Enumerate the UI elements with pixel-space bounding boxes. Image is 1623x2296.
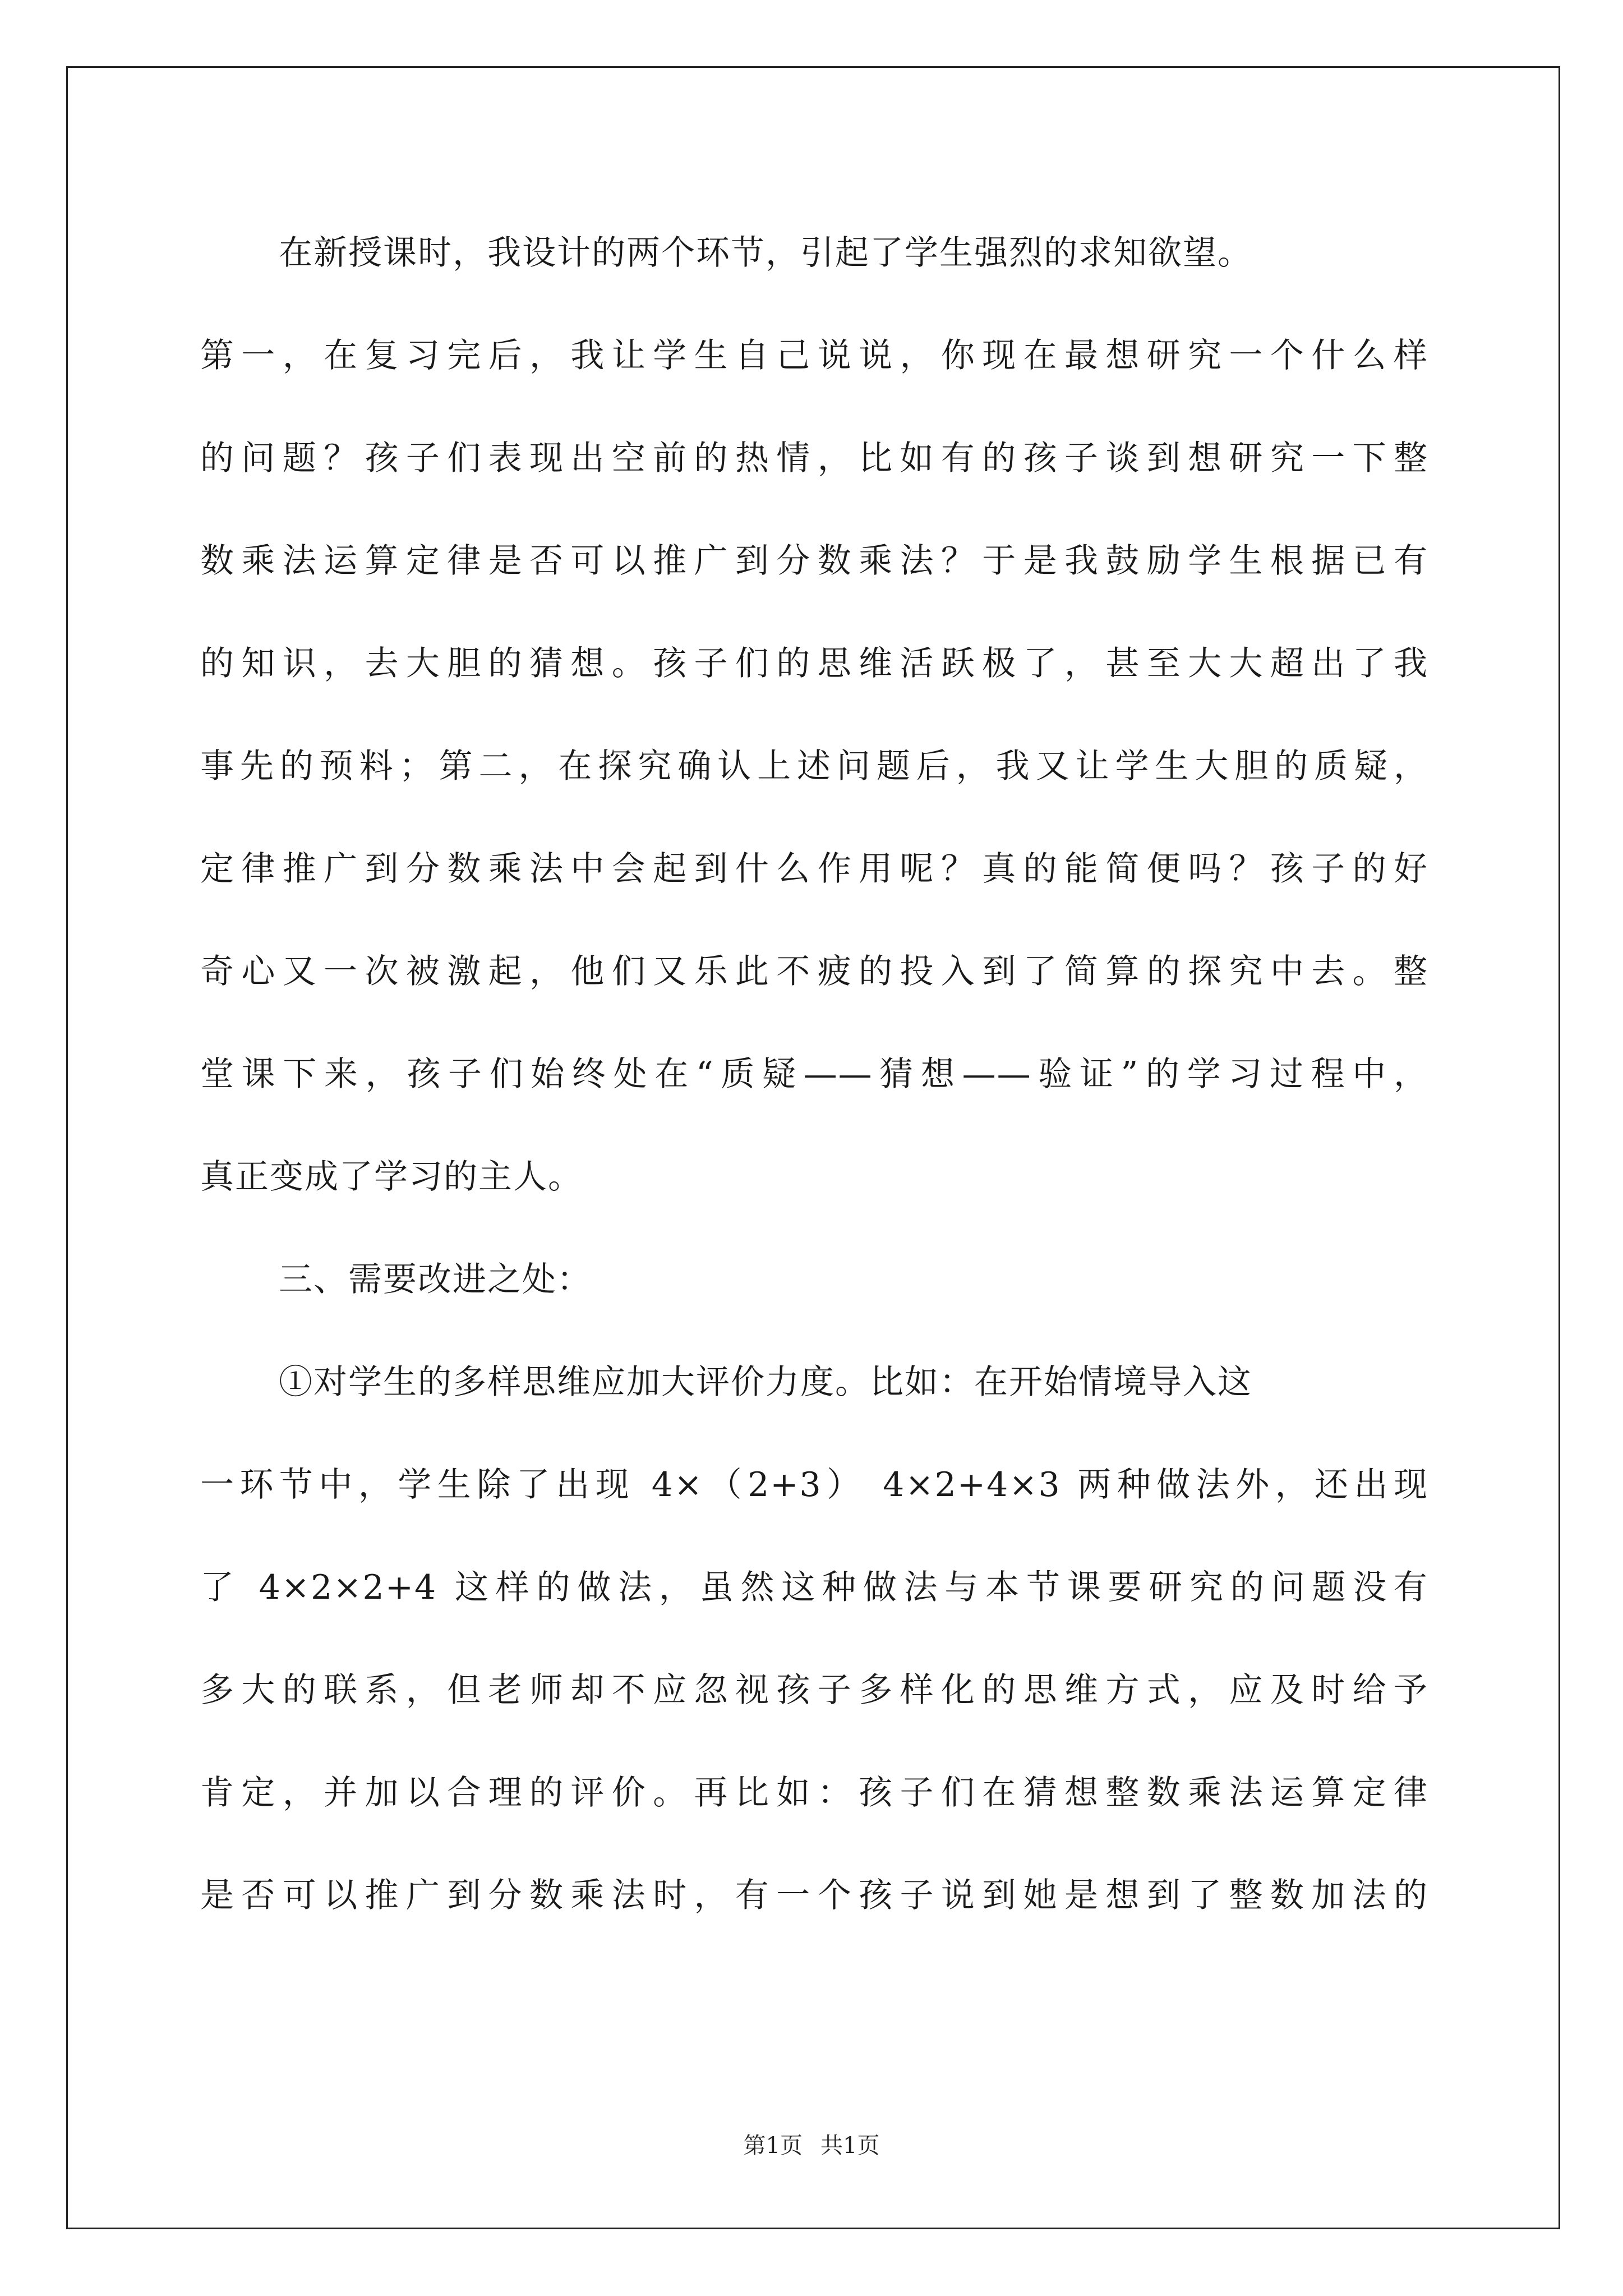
- page-footer: [0, 2132, 1623, 2160]
- page-number: 第1页: [743, 2133, 803, 2159]
- paragraph-line: 在新授课时，我设计的两个环节，引起了学生强烈的求知欲望。: [279, 233, 1252, 273]
- paragraph-line: 真正变成了学习的主人。: [200, 1157, 583, 1197]
- paragraph-line: ①对学生的多样思维应加大评价力度。比如：在开始情境导入这: [279, 1363, 1252, 1402]
- paragraph-line: 第一，在复习完后，我让学生自己说说，你现在最想研究一个什么样: [200, 336, 1428, 375]
- page-total: 共1页: [820, 2133, 880, 2159]
- paragraph-line: 定律推广到分数乘法中会起到什么作用呢？真的能简便吗？孩子的好: [200, 849, 1428, 889]
- paragraph-line: 一环节中，学生除了出现 4×（2+3） 4×2+4×3 两种做法外，还出现: [200, 1465, 1428, 1504]
- paragraph-line: 多大的联系，但老师却不应忽视孩子多样化的思维方式，应及时给予: [200, 1671, 1428, 1710]
- section-heading: 三、需要改进之处：: [279, 1260, 592, 1299]
- paragraph-line: 事先的预料；第二，在探究确认上述问题后，我又让学生大胆的质疑，: [200, 747, 1428, 786]
- paragraph-line: 的知识，去大胆的猜想。孩子们的思维活跃极了，甚至大大超出了我: [200, 644, 1428, 683]
- document-body: [200, 202, 1428, 1947]
- paragraph-line: 奇心又一次被激起，他们又乐此不疲的投入到了简算的探究中去。整: [200, 952, 1428, 991]
- paragraph-line: 堂课下来，孩子们始终处在“质疑——猜想——验证”的学习过程中，: [200, 1055, 1428, 1094]
- paragraph-line: 的问题？孩子们表现出空前的热情，比如有的孩子谈到想研究一下整: [200, 439, 1428, 478]
- paragraph-line: 肯定，并加以合理的评价。再比如：孩子们在猜想整数乘法运算定律: [200, 1773, 1428, 1812]
- paragraph-line: 了 4×2×2+4 这样的做法，虽然这种做法与本节课要研究的问题没有: [200, 1568, 1428, 1607]
- paragraph-line: 数乘法运算定律是否可以推广到分数乘法？于是我鼓励学生根据已有: [200, 541, 1428, 581]
- paragraph-line: 是否可以推广到分数乘法时，有一个孩子说到她是想到了整数加法的: [200, 1876, 1428, 1915]
